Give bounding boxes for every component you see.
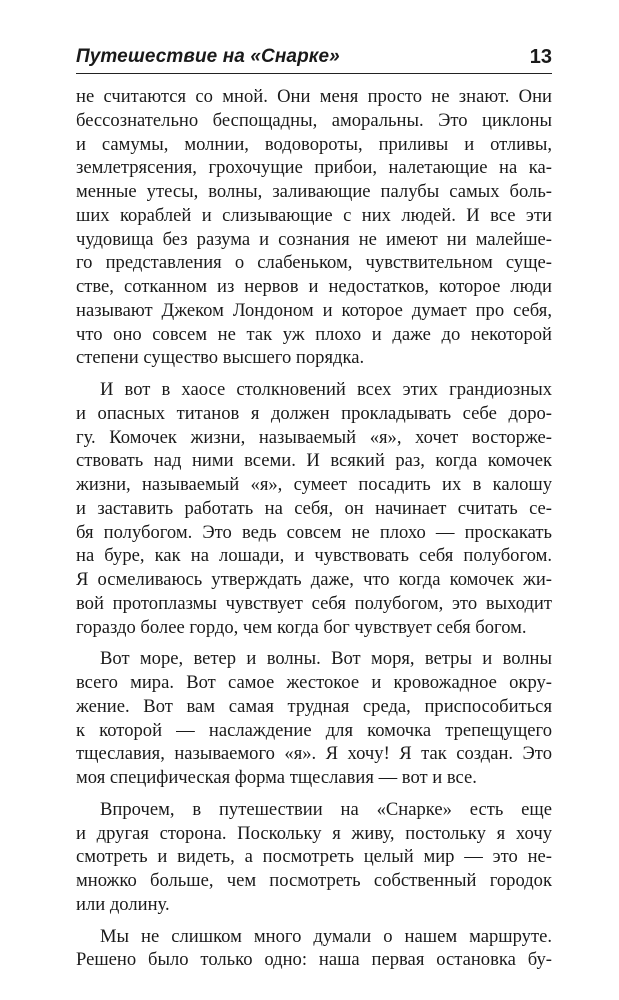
text-line: степени существо высшего порядка. bbox=[76, 347, 365, 369]
text-line: Вот море, ветер и волны. Вот моря, ветры и волны bbox=[100, 648, 552, 670]
text-line: гу. Комочек жизни, называемый «я», хочет восторже- bbox=[76, 426, 552, 448]
paragraph bbox=[76, 925, 552, 973]
text-line: моя специфическая форма тщеславия — вот и все. bbox=[76, 767, 477, 788]
text-line: Я осмеливаюсь утверждать даже, что когда комочек жи- bbox=[76, 569, 552, 590]
text-line: тщеславия, называемого «я». Я хочу! Я так создан. Это bbox=[76, 743, 552, 765]
running-title: Путешествие на «Снарке» bbox=[76, 46, 340, 67]
body-text bbox=[76, 85, 552, 972]
text-line: что оно совсем не так уж плохо и даже до некоторой bbox=[76, 323, 552, 345]
paragraph bbox=[76, 647, 552, 790]
paragraph-gap bbox=[76, 790, 552, 798]
paragraph-gap bbox=[76, 370, 552, 378]
header-rule bbox=[76, 73, 552, 74]
text-line: и заставить работать на себя, он начинает считать се- bbox=[76, 497, 552, 519]
text-line: И вот в хаосе столкновений всех этих грандиозных bbox=[100, 379, 552, 400]
paragraph bbox=[76, 85, 552, 370]
paragraph bbox=[76, 798, 552, 917]
text-line: ших кораблей и слизывающие с них людей. И все эти bbox=[76, 204, 552, 226]
paragraph-gap bbox=[76, 639, 552, 647]
text-line: бессознательно беспощадны, аморальны. Это циклоны bbox=[76, 109, 552, 131]
text-line: гораздо более гордо, чем когда бог чувствует себя богом. bbox=[76, 616, 527, 638]
text-line: ствовать над ними всеми. И всякий раз, когда комочек bbox=[76, 450, 552, 472]
paragraph bbox=[76, 378, 552, 639]
running-head bbox=[76, 40, 552, 74]
text-line: и другая сторона. Поскольку я живу, постольку я хочу bbox=[76, 822, 552, 844]
text-line: жение. Вот вам самая трудная среда, приспособиться bbox=[76, 695, 552, 717]
text-line: жизни, называемый «я», сумеет посадить их в калошу bbox=[76, 474, 552, 495]
text-line: множко больше, чем посмотреть собственный городок bbox=[76, 870, 552, 891]
text-line: или долину. bbox=[76, 893, 170, 915]
text-line: смотреть и видеть, а посмотреть целый мир — это не- bbox=[76, 846, 552, 868]
paragraph-gap bbox=[76, 917, 552, 925]
text-line: стве, сотканном из нервов и недостатков, которое люди bbox=[76, 276, 552, 297]
text-line: землетрясения, грохочущие прибои, налетающие на ка- bbox=[76, 157, 552, 179]
text-line: и опасных титанов я должен прокладывать себе доро- bbox=[76, 402, 552, 424]
text-line: бя полубогом. Это ведь совсем не плохо — проскакать bbox=[76, 521, 552, 543]
text-line: не считаются со мной. Они меня просто не знают. Они bbox=[76, 86, 552, 107]
text-line: и самумы, молнии, водовороты, приливы и отливы, bbox=[76, 133, 552, 155]
text-line: Решено было только одно: наша первая остановка бу- bbox=[76, 949, 552, 971]
text-line: называют Джеком Лондоном и которое думает про себя, bbox=[76, 299, 552, 321]
text-line: к которой — наслаждение для комочка трепещущего bbox=[76, 719, 552, 741]
text-line: на буре, как на лошади, и чувствовать себя полубогом. bbox=[76, 545, 552, 567]
text-line: всего мира. Вот самое жестокое и кровожадное окру- bbox=[76, 672, 552, 693]
page-number: 13 bbox=[529, 46, 552, 68]
text-line: чудовища без разума и сознания не имеют ни малейше- bbox=[76, 228, 552, 250]
text-line: го представления о слабеньком, чувствительном суще- bbox=[76, 252, 552, 274]
text-line: вой протоплазмы чувствует себя полубогом, это выходит bbox=[76, 592, 552, 614]
text-line: Мы не слишком много думали о нашем маршруте. bbox=[100, 925, 552, 947]
text-line: менные утесы, волны, заливающие палубы самых боль- bbox=[76, 181, 552, 202]
text-line: Впрочем, в путешествии на «Снарке» есть еще bbox=[100, 798, 552, 820]
